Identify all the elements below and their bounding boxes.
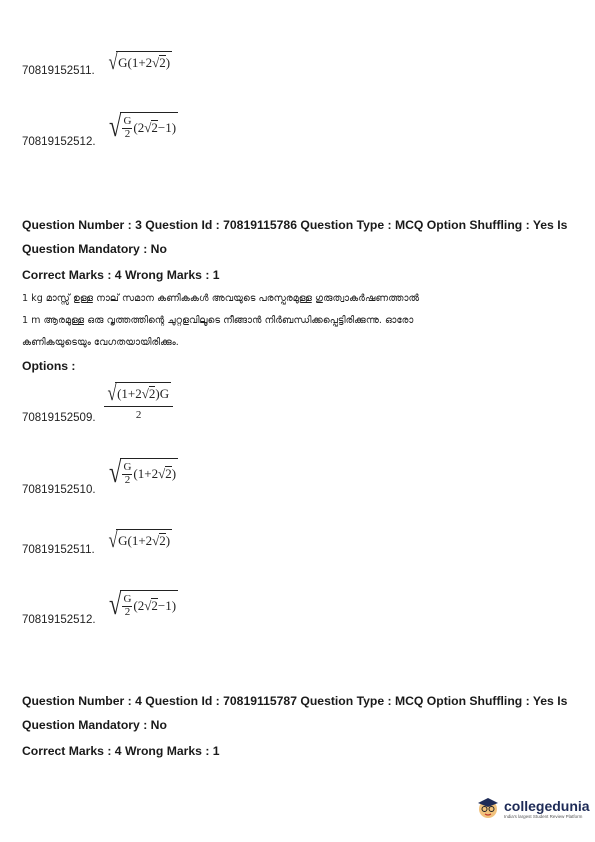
question-header-cont: Question Mandatory : No (22, 718, 167, 732)
option-row (22, 51, 222, 81)
question-marks: Correct Marks : 4 Wrong Marks : 1 (22, 268, 220, 282)
option-id: 70819152512. (22, 614, 96, 626)
option-id: 70819152509. (22, 412, 96, 424)
collegedunia-logo (474, 794, 590, 822)
question-text-line: കണികയുടെയും വേഗതയായിരിക്കും. (22, 337, 179, 348)
question-header-cont: Question Mandatory : No (22, 242, 167, 256)
option-formula: √ $\frac{G}{2}$ ( 2 √ 2 −1 ) (109, 110, 177, 143)
question-marks: Correct Marks : 4 Wrong Marks : 1 (22, 744, 220, 758)
option-row (22, 382, 242, 428)
question-text-line: 1 m ആരമുള്ള ഒരു വൃത്തത്തിന്റെ ചുറ്റളവിലൂടെ നീങ്ങാൻ നിർബന്ധിക്കപ്പെട്ടിരിക്കുന്നു. ഓരോ (22, 315, 414, 326)
option-row (22, 112, 222, 152)
question-header: Question Number : 4 Question Id : 70819115787 Question Type : MCQ Option Shuffling : Yes Is (22, 694, 568, 708)
option-formula: √ $\frac{G}{2}$ ( 2 √ 2 −1 ) (109, 588, 177, 621)
mascot-icon (474, 794, 502, 822)
option-id: 70819152512. (22, 136, 96, 148)
option-formula: √ ( 1+2 √ 2 ) G 2 (104, 382, 173, 421)
logo-wordmark: collegedunia (504, 797, 590, 814)
option-row (22, 529, 222, 559)
option-id: 70819152511. (22, 65, 95, 77)
option-formula: √ G ( 1+2 √ 2 ) (108, 49, 171, 74)
option-row (22, 590, 222, 630)
logo-tagline: India's largest Student Review Platform (504, 813, 583, 819)
option-id: 70819152511. (22, 544, 95, 556)
options-label: Options : (22, 359, 76, 373)
option-id: 70819152510. (22, 484, 96, 496)
option-formula: √ G ( 1+2 √ 2 ) (108, 527, 171, 552)
option-row (22, 458, 222, 498)
question-text-line: 1 kg മാസ്സ് ഉള്ള നാല് സമാന കണികകൾ അവയുടെ പരസ്പരമുള്ള ഗുരുത്വാകർഷണത്താൽ (22, 293, 420, 304)
question-header: Question Number : 3 Question Id : 70819115786 Question Type : MCQ Option Shuffling : Yes Is (22, 218, 568, 232)
option-formula: √ $\frac{G}{2}$ ( 1+2 √ 2 ) (109, 456, 177, 489)
